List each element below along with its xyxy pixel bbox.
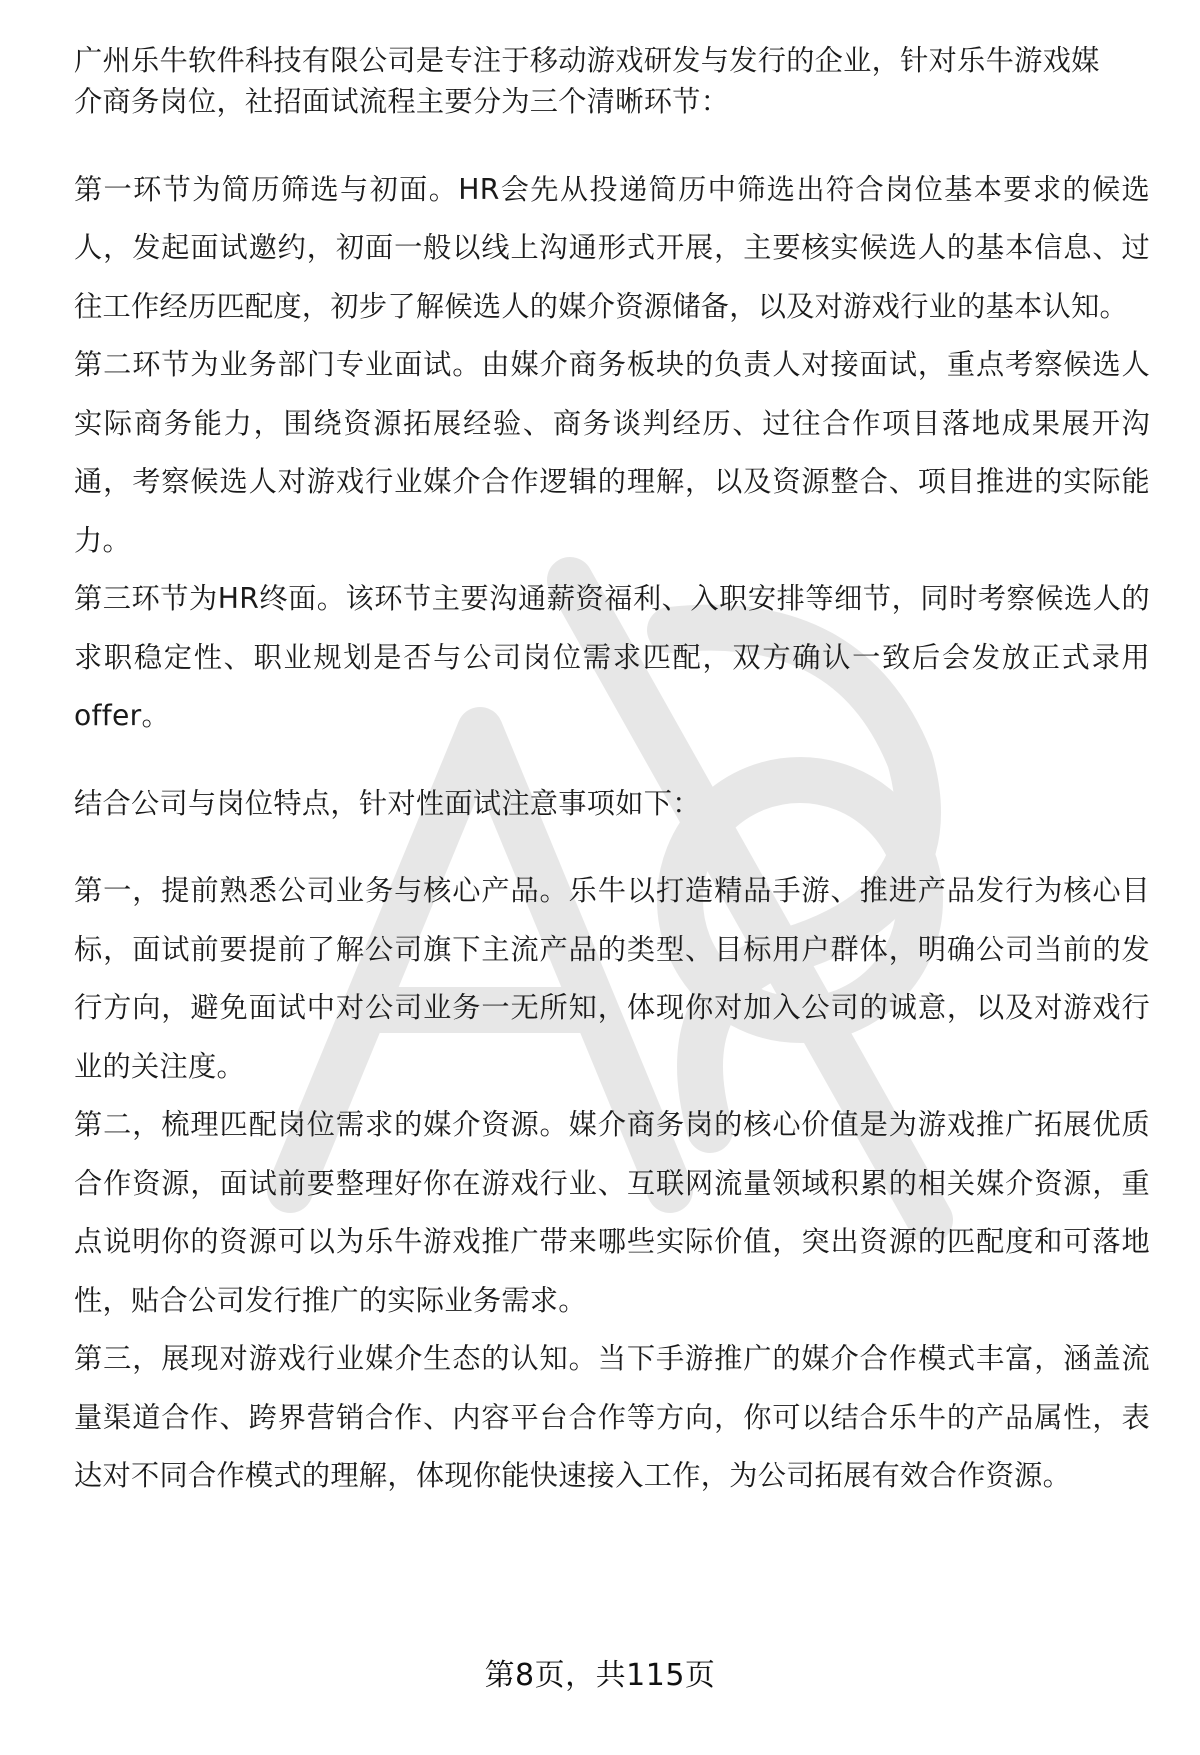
tip-paragraph-3: 第三，展现对游戏行业媒介生态的认知。当下手游推广的媒介合作模式丰富，涵盖流量渠道合作、跨界营销合作、内容平台合作等方向，你可以结合乐牛的产品属性，表达对不同合作模式的理解，体现你能快速接入工作，为公司拓展有效合作资源。 [74, 1342, 1150, 1492]
tip-paragraph-1: 第一，提前熟悉公司业务与核心产品。乐牛以打造精品手游、推进产品发行为核心目标，面试前要提前了解公司旗下主流产品的类型、目标用户群体，明确公司当前的发行方向，避免面试中对公司业务一无所知，体现你对加入公司的诚意，以及对游戏行业的关注度。 [74, 874, 1150, 1083]
document-body [74, 0, 1150, 1506]
stage-paragraph-2: 第二环节为业务部门专业面试。由媒介商务板块的负责人对接面试，重点考察候选人实际商务能力，围绕资源拓展经验、商务谈判经历、过往合作项目落地成果展开沟通，考察候选人对游戏行业媒介合作逻辑的理解，以及资源整合、项目推进的实际能力。 [74, 348, 1150, 557]
stage-paragraph-1: 第一环节为简历筛选与初面。HR会先从投递简历中筛选出符合岗位基本要求的候选人，发起面试邀约，初面一般以线上沟通形式开展，主要核实候选人的基本信息、过往工作经历匹配度，初步了解候选人的媒介资源储备，以及对游戏行业的基本认知。 [74, 172, 1150, 323]
intro-paragraph: 介商务岗位，社招面试流程主要分为三个清晰环节： [74, 85, 730, 118]
page-number-footer: 第8页，共115页 [484, 1658, 716, 1693]
cut-line-text: 广州乐牛软件科技有限公司是专注于移动游戏研发与发行的企业，针对乐牛游戏媒 [74, 44, 1100, 77]
tips-intro-paragraph: 结合公司与岗位特点，针对性面试注意事项如下： [74, 786, 701, 820]
stage-paragraph-3: 第三环节为HR终面。该环节主要沟通薪资福利、入职安排等细节，同时考察候选人的求职稳定性、职业规划是否与公司岗位需求匹配，双方确认一致后会发放正式录用offer。 [74, 582, 1150, 732]
tip-paragraph-2: 第二，梳理匹配岗位需求的媒介资源。媒介商务岗的核心价值是为游戏推广拓展优质合作资源，面试前要整理好你在游戏行业、互联网流量领域积累的相关媒介资源，重点说明你的资源可以为乐牛游戏推广带来哪些实际价值，突出资源的匹配度和可落地性，贴合公司发行推广的实际业务需求。 [74, 1108, 1150, 1317]
cut-top-line [74, 0, 1150, 90]
